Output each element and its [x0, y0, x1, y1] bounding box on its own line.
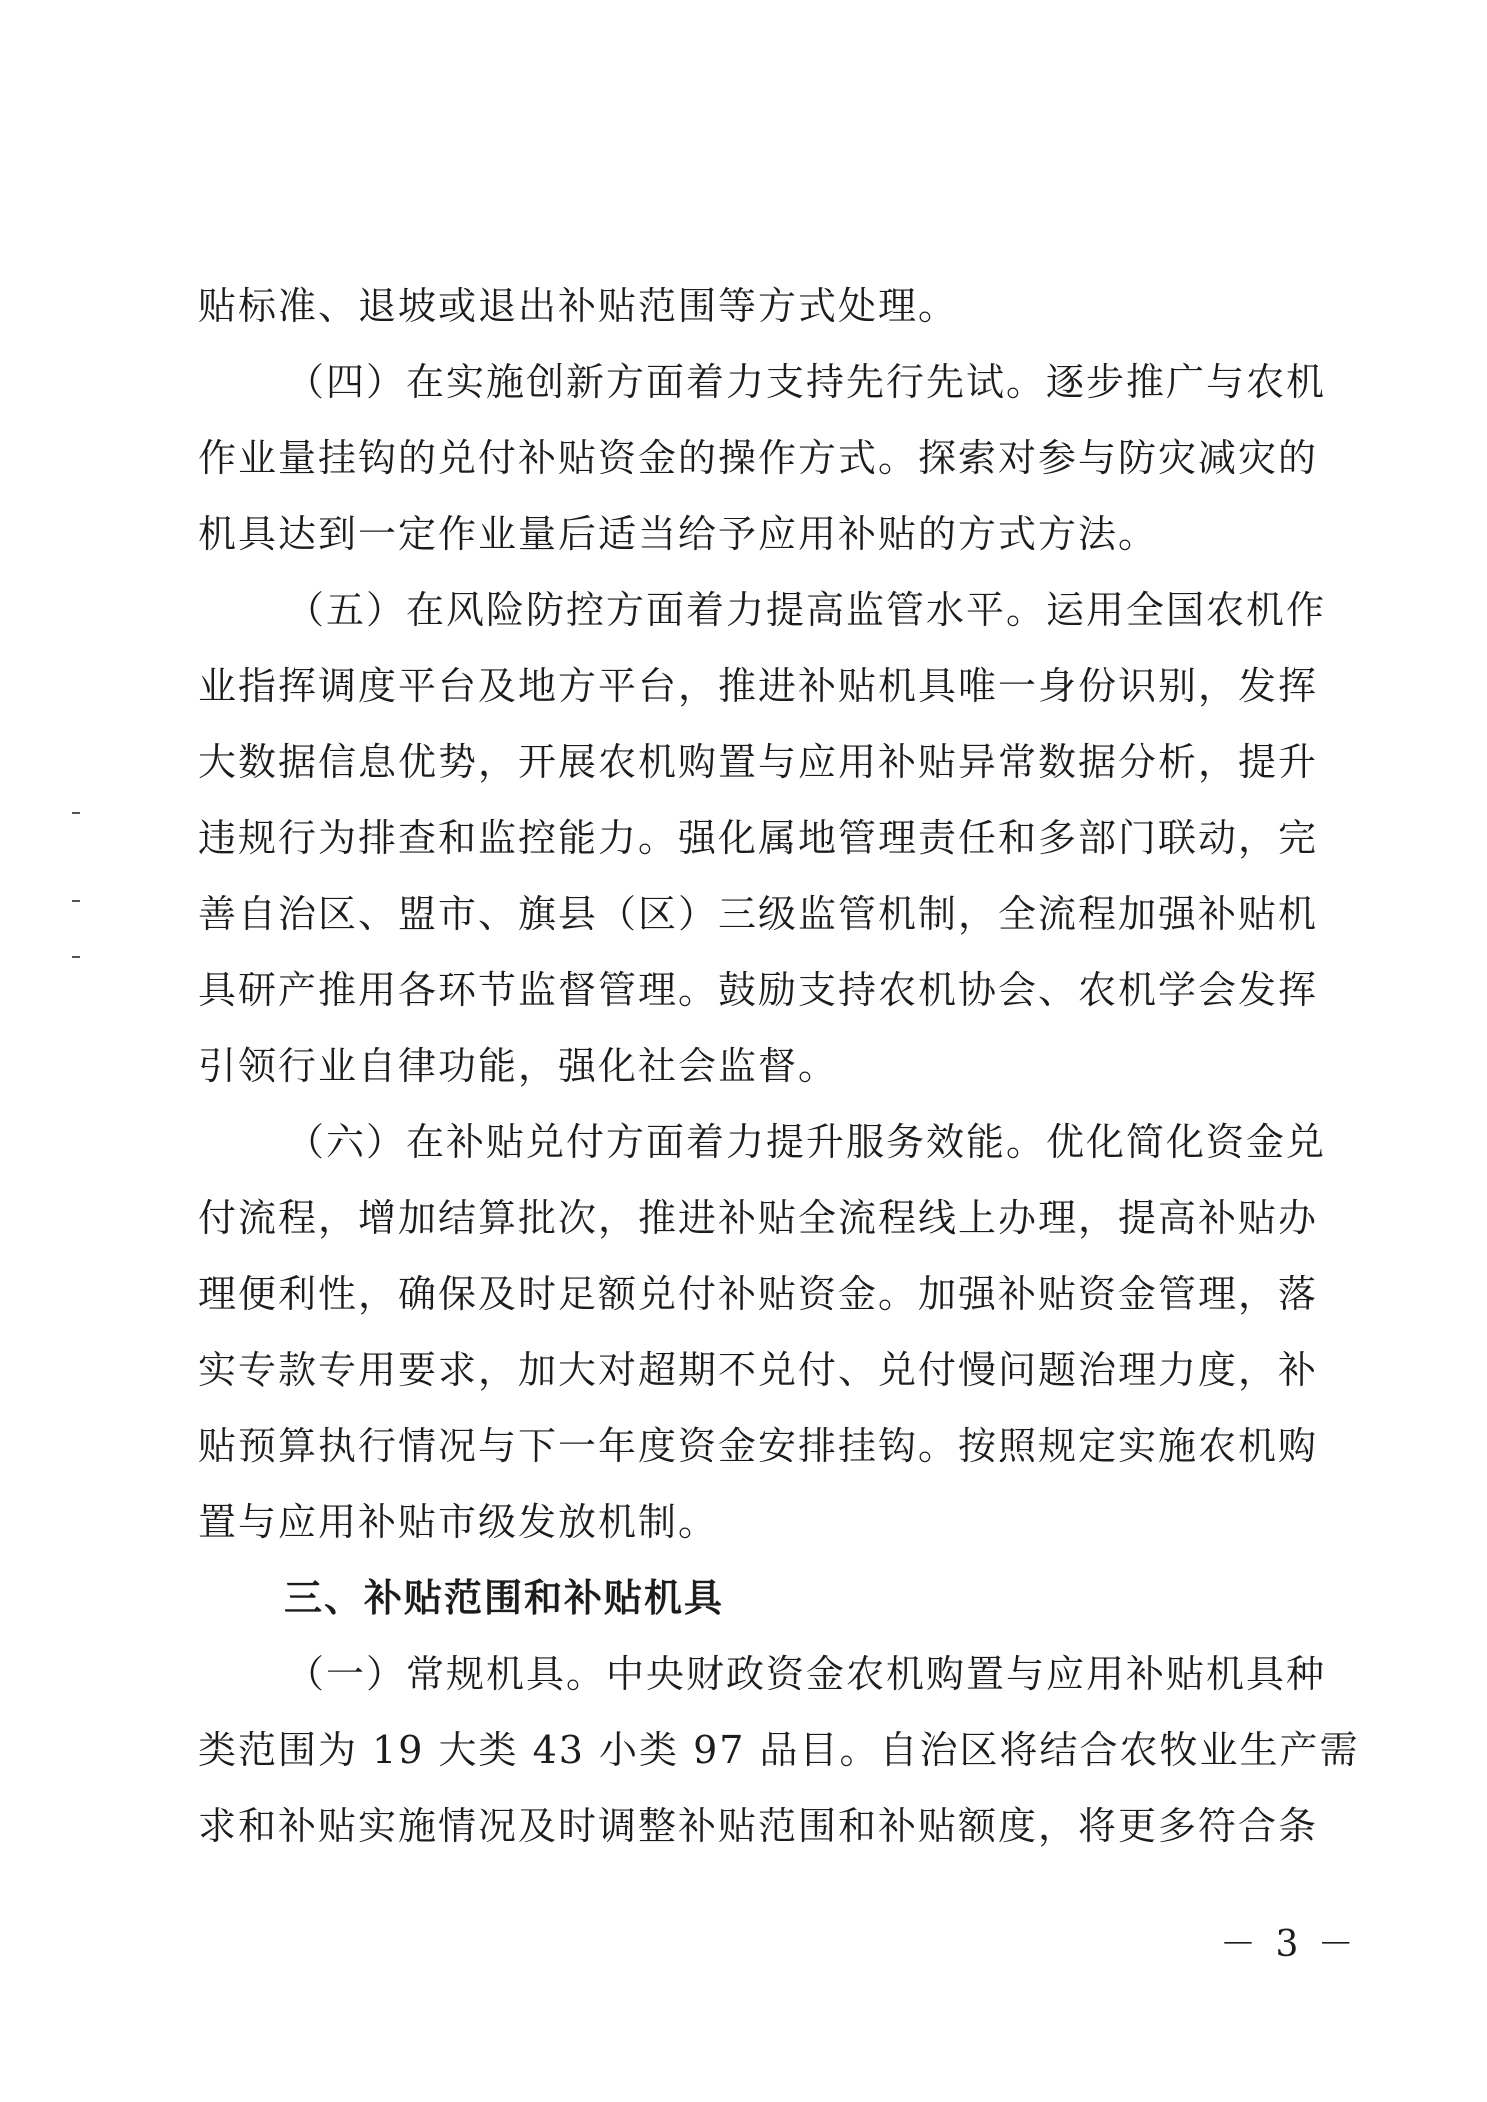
paragraph-six-first-line: （六）在补贴兑付方面着力提升服务效能。优化简化资金兑 [286, 1120, 1327, 1164]
page-number: － 3 － [1220, 1924, 1358, 1965]
section-heading: 三、补贴范围和补贴机具 [284, 1576, 725, 1620]
body-line: 引领行业自律功能，强化社会监督。 [198, 1044, 839, 1088]
body-line: 贴预算执行情况与下一年度资金安排挂钩。按照规定实施农机购 [198, 1424, 1319, 1468]
body-line: 类范围为 19 大类 43 小类 97 品目。自治区将结合农牧业生产需 [198, 1728, 1360, 1772]
body-line: 置与应用补贴市级发放机制。 [198, 1500, 719, 1544]
body-line: 违规行为排查和监控能力。强化属地管理责任和多部门联动，完 [198, 816, 1319, 860]
body-line: 贴标准、退坡或退出补贴范围等方式处理。 [198, 284, 959, 328]
body-line: 求和补贴实施情况及时调整补贴范围和补贴额度，将更多符合条 [198, 1804, 1319, 1848]
body-line: 大数据信息优势，开展农机购置与应用补贴异常数据分析，提升 [198, 740, 1319, 784]
body-line: 具研产推用各环节监督管理。鼓励支持农机协会、农机学会发挥 [198, 968, 1319, 1012]
body-line: 善自治区、盟市、旗县（区）三级监管机制，全流程加强补贴机 [198, 892, 1319, 936]
body-line: 作业量挂钩的兑付补贴资金的操作方式。探索对参与防灾减灾的 [198, 436, 1319, 480]
body-line: 理便利性，确保及时足额兑付补贴资金。加强补贴资金管理，落 [198, 1272, 1319, 1316]
paragraph-five-first-line: （五）在风险防控方面着力提高监管水平。运用全国农机作 [286, 588, 1327, 632]
binding-mark [72, 900, 80, 902]
subsection-one-first-line: （一）常规机具。中央财政资金农机购置与应用补贴机具种 [286, 1652, 1327, 1696]
body-line: 付流程，增加结算批次，推进补贴全流程线上办理，提高补贴办 [198, 1196, 1319, 1240]
binding-mark [72, 812, 80, 814]
paragraph-four-first-line: （四）在实施创新方面着力支持先行先试。逐步推广与农机 [286, 360, 1327, 404]
body-line: 业指挥调度平台及地方平台，推进补贴机具唯一身份识别，发挥 [198, 664, 1319, 708]
body-line: 实专款专用要求，加大对超期不兑付、兑付慢问题治理力度，补 [198, 1348, 1319, 1392]
binding-mark [72, 956, 80, 958]
body-line: 机具达到一定作业量后适当给予应用补贴的方式方法。 [198, 512, 1159, 556]
